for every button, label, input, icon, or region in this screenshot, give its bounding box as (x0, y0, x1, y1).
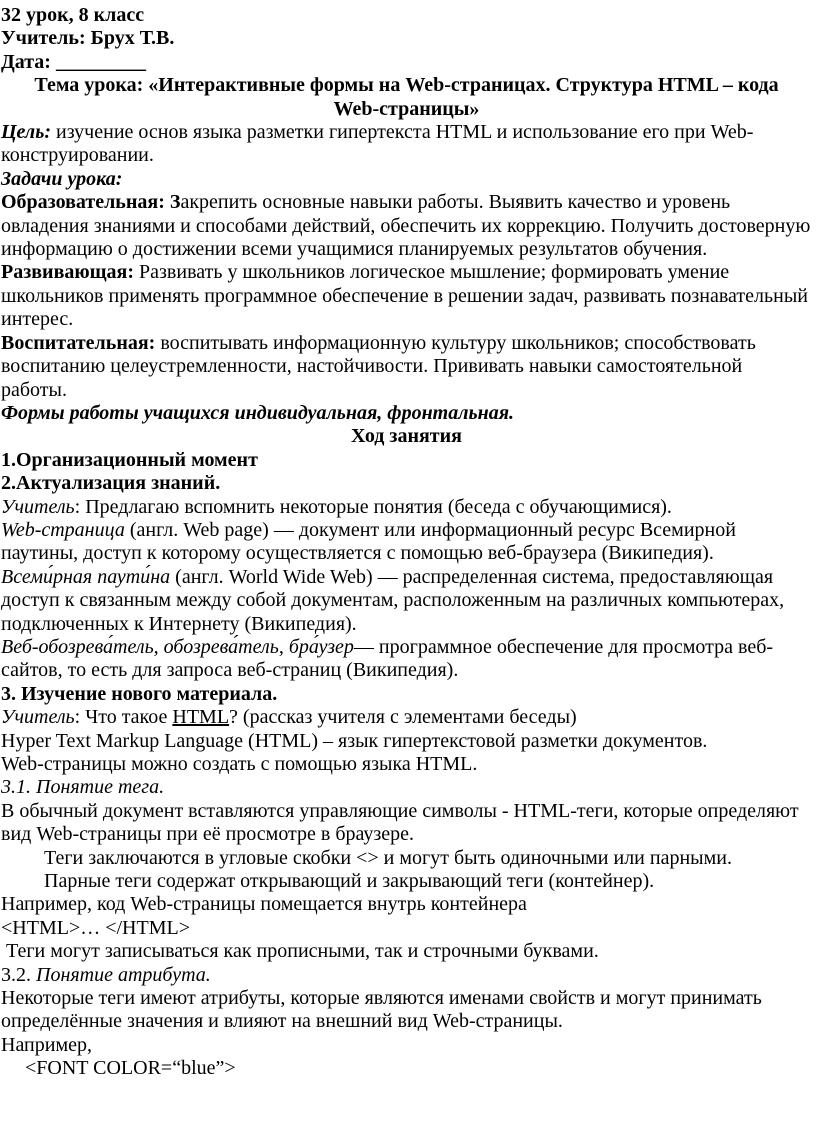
work-forms: Формы работы учащихся индивидуальная, фронтальная. (1, 401, 515, 424)
html-container-code: <HTML>… </HTML> (1, 916, 190, 939)
teacher-question (1, 706, 812, 729)
teacher-prompt-text: : Предлагаю вспомнить некоторые понятия (беседа с обучающимися). (74, 495, 672, 518)
lesson-number: 32 урок, 8 класс (1, 4, 145, 26)
question-text-before: : Что такое (74, 706, 173, 729)
task-educational (1, 191, 812, 261)
subsection-3-2-heading (1, 964, 812, 987)
definition-webpage (1, 519, 812, 566)
subsection-3-2-title: Понятие атрибута. (36, 963, 211, 986)
tag-paragraph-3: Парные теги содержат открывающий и закрывающий теги (контейнер). (44, 870, 655, 893)
upbringing-text: воспитывать информационную культуру школьников; способствовать воспитанию целеустремленности, настойчивости. Прививать навыки самостоятельной работы. (1, 331, 756, 401)
tag-paragraph-1: В обычный документ вставляются управляющие символы - HTML-теги, которые определяют вид Web-страницы при её просмотре в браузере. (1, 799, 799, 846)
www-definition: (англ. World Wide Web) — распределенная система, предоставляющая доступ к связанным между собой документам, расположенным на различных компьютерах, подключенных к Интернету (Википедия). (1, 565, 785, 635)
upbringing-label: Воспитательная: (1, 331, 156, 354)
task-developing (1, 261, 812, 331)
html-link[interactable]: HTML (172, 706, 230, 729)
section-3-heading: 3. Изучение нового материала. (1, 682, 278, 705)
section-1-heading: 1.Организационный момент (1, 448, 258, 471)
date-line (1, 51, 812, 74)
lesson-goal (1, 121, 812, 168)
html-create: Web-страницы можно создать с помощью языка HTML. (1, 753, 478, 775)
topic-line-1: Тема урока: «Интерактивные формы на Web-страницах. Структура HTML – кода (34, 74, 779, 97)
developing-label: Развивающая: (1, 261, 135, 284)
date-label: Дата: (1, 50, 51, 73)
date-blank: _________ (55, 50, 146, 73)
browser-term: Веб-обозрева́тель, обозрева́тель, бра́узер (1, 635, 354, 658)
definition-www (1, 566, 812, 636)
subsection-3-2-number: 3.2. (1, 963, 36, 986)
browser-definition: — программное обеспечение для просмотра веб-сайтов, то есть для запроса веб-страниц (Википедия). (1, 635, 774, 682)
developing-text: Развивать у школьников логическое мышление; формировать умение школьников применять программное обеспечение в решении задач, развивать познавательный интерес. (1, 261, 808, 331)
task-upbringing (1, 332, 812, 402)
webpage-definition: (англ. Web page) — документ или информационный ресурс Всемирной паутины, доступ к которому осуществляется с помощью веб-браузера (Википедия). (1, 518, 736, 565)
teacher-prompt (1, 496, 812, 519)
course-heading: Ход занятия (351, 425, 462, 448)
tag-paragraph-2: Теги заключаются в угловые скобки <> и могут быть одиночными или парными. (44, 846, 732, 869)
attribute-paragraph: Некоторые теги имеют атрибуты, которые являются именами свойств и могут принимать определённые значения и влияют на внешний вид Web-страницы. (1, 987, 762, 1033)
educational-text: акрепить основные навыки работы. Выявить качество и уровень овладения знаниями и способами действий, обеспечить их коррекцию. Получить достоверную информацию о достижении всеми учащимися планируемых результатов обучения. (1, 191, 811, 261)
teacher-name: Учитель: Брух Т.В. (1, 27, 175, 50)
www-term: Всеми́рная паути́на (1, 565, 171, 588)
lesson-topic (1, 74, 812, 121)
teacher-label-2: Учитель (1, 706, 75, 729)
educational-label: Образовательная: З (1, 191, 181, 214)
tasks-heading: Задачи урока: (1, 167, 123, 190)
example-label: Например, (1, 1033, 92, 1056)
section-2-heading: 2.Актуализация знаний. (1, 472, 221, 495)
topic-line-2: Web-страницы» (333, 97, 480, 120)
question-text-after: ? (рассказ учителя с элементами беседы) (229, 706, 577, 729)
tag-paragraph-5: Теги могут записываться как прописными, так и строчными буквами. (6, 940, 599, 963)
goal-text: изучение основ языка разметки гипертекста HTML и использование его при Web-конструировании. (1, 121, 754, 167)
subsection-3-1-heading: 3.1. Понятие тега. (1, 776, 165, 799)
html-definition: Hyper Text Markup Language (HTML) – язык гипертекстовой разметки документов. (1, 729, 708, 752)
webpage-term: Web-страница (1, 518, 125, 541)
definition-browser (1, 636, 812, 683)
teacher-label: Учитель (1, 495, 75, 518)
tag-paragraph-4: Например, код Web-страницы помещается внутрь контейнера (1, 893, 527, 916)
font-color-code: <FONT COLOR=“blue”> (25, 1057, 236, 1080)
goal-label: Цель: (1, 121, 51, 144)
